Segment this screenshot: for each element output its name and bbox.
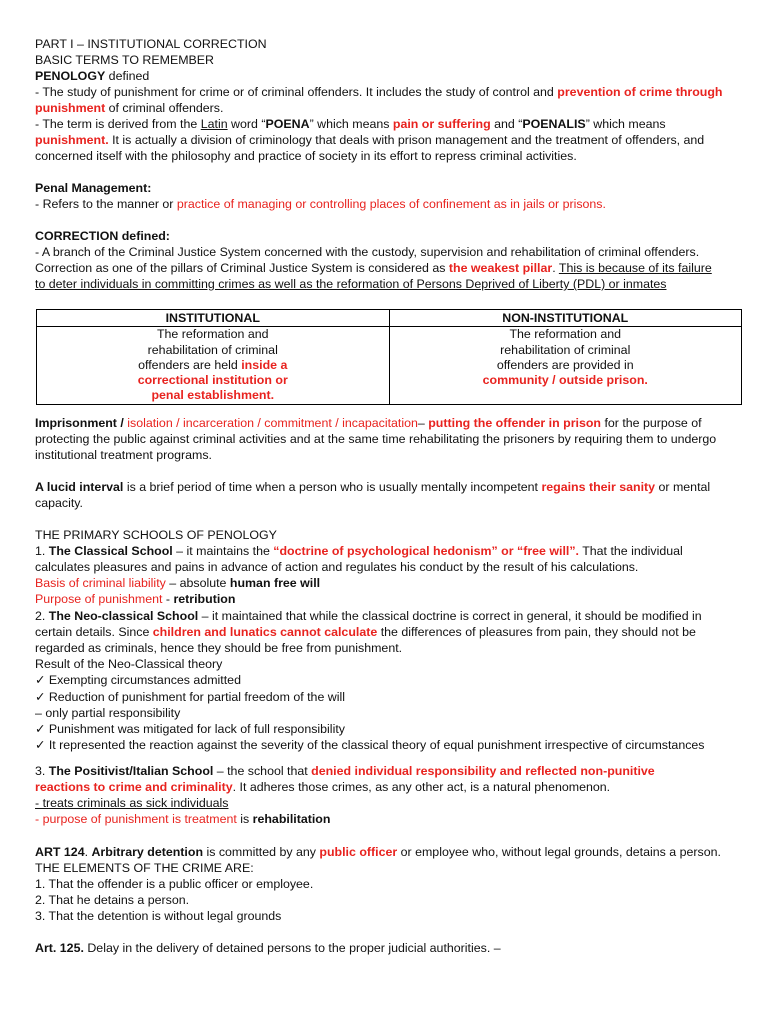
positivist-purpose-line: - purpose of punishment is treatment is rehabilitation <box>35 812 331 826</box>
highlight-text: isolation / incarceration / commitment / incapacitation <box>123 416 418 430</box>
highlight-text: prevention of crime through <box>557 85 723 99</box>
highlight-text: punishment. <box>35 133 109 147</box>
article-number: Art. 125. <box>35 941 84 955</box>
neoclassical-check-item: ✓ Exempting circumstances admitted <box>35 673 241 687</box>
highlight-text: “doctrine of psychological hedonism” or “free will”. <box>273 544 579 558</box>
penology-defined: defined <box>105 69 150 83</box>
imprisonment-term: Imprisonment / <box>35 416 124 430</box>
highlight-text: Purpose of punishment <box>35 592 163 606</box>
correction-line-1: - A branch of the Criminal Justice System concerned with the custody, supervision and rehabilitation of criminal offenders. <box>35 245 700 259</box>
imprisonment-line-2: protecting the public against criminal activities and at the same time rehabilitating the prisoners by requiring them to undergo <box>35 432 717 446</box>
neoclassical-school-line-1: 2. The Neo-classical School – it maintained that while the classical doctrine is correct in general, it should be modified in <box>35 609 702 623</box>
highlight-text: inside a correctional institution or penal establishment. <box>137 357 288 403</box>
positivist-school-line-1: 3. The Positivist/Italian School – the school that denied individual responsibility and reflected non-punitive <box>35 764 655 778</box>
art124-line: ART 124. Arbitrary detention is committed by any public officer or employee who, without legal grounds, detains a person. <box>35 845 721 859</box>
element-item: 3. That the detention is without legal grounds <box>35 909 282 923</box>
penology-term: PENOLOGY <box>35 69 106 83</box>
neoclassical-school-line-2: certain details. Since children and lunatics cannot calculate the differences of pleasures from pain, they should not be <box>35 625 696 639</box>
highlight-text: practice of managing or controlling places of confinement as in jails or prisons. <box>176 197 606 211</box>
part-heading: PART I – INSTITUTIONAL CORRECTION <box>35 37 267 51</box>
penology-line-5: concerned itself with the philosophy and practice of society in its effort to repress criminal activities. <box>35 149 577 163</box>
elements-heading: THE ELEMENTS OF THE CRIME ARE: <box>35 861 254 875</box>
latin-word: Latin <box>200 117 228 131</box>
neoclassical-check-item: ✓ Reduction of punishment for partial freedom of the will <box>35 690 345 704</box>
penology-line-4: punishment. It is actually a division of criminology that deals with prison management and the treatment of offenders, and <box>35 133 705 147</box>
neoclassical-check-item: ✓ Punishment was mitigated for lack of full responsibility <box>35 722 345 736</box>
positivist-school-line-2: reactions to crime and criminality. It adheres those crimes, as any other act, is a natural phenomenon. <box>35 780 611 794</box>
underlined-text: This is because of its failure <box>558 261 712 275</box>
table-header-row <box>37 310 742 327</box>
article-number: ART 124 <box>35 845 85 859</box>
correction-heading: CORRECTION defined: <box>35 229 170 243</box>
correction-line-2: Correction as one of the pillars of Criminal Justice System is considered as the weakest pillar. This is because of its failure <box>35 261 712 275</box>
school-name: The Classical School <box>48 544 173 558</box>
element-item: 2. That he detains a person. <box>35 893 190 907</box>
classical-school-line-2: calculates pleasures and pains in advance of action and regulates his conduct by the result of his calculations. <box>35 560 639 574</box>
element-item: 1. That the offender is a public officer or employee. <box>35 877 314 891</box>
highlight-text: the weakest pillar <box>448 261 553 275</box>
highlight-text: punishment <box>35 101 106 115</box>
lucid-line-1: A lucid interval is a brief period of time when a person who is usually mentally incompetent regains their sanity or mental <box>35 480 711 494</box>
penal-management-heading: Penal Management: <box>35 181 152 195</box>
penology-line-3: - The term is derived from the Latin word “POENA” which means pain or suffering and “POENALIS” which means <box>35 117 666 131</box>
school-name: The Neo-classical School <box>48 609 199 623</box>
penology-heading <box>35 69 149 85</box>
highlight-text: pain or suffering <box>392 117 491 131</box>
highlight-text: community / outside prison. <box>482 373 648 388</box>
classical-purpose-line: Purpose of punishment - retribution <box>35 592 236 606</box>
positivist-sick-line: - treats criminals as sick individuals <box>35 796 229 810</box>
penology-line-2: punishment of criminal offenders. <box>35 101 224 115</box>
highlight-text: reactions to crime and criminality <box>35 780 233 794</box>
neoclassical-check-item: ✓ It represented the reaction against the severity of the classical theory of equal punishment irrespective of circumstances <box>35 738 705 752</box>
penology-line-1: - The study of punishment for crime or of criminal offenders. It includes the study of control and prevention of crime through <box>35 85 723 99</box>
highlight-text: putting the offender in prison <box>428 416 601 430</box>
highlight-text: children and lunatics cannot calculate <box>152 625 378 639</box>
table-cell-non-institutional: The reformation and rehabilitation of criminal offenders are provided in community / outside prison. <box>389 327 742 404</box>
highlight-text: - purpose of punishment is treatment <box>35 812 237 826</box>
poenalis-term: POENALIS <box>522 117 586 131</box>
highlight-text: public officer <box>319 845 398 859</box>
penal-management-line-1: - Refers to the manner or practice of managing or controlling places of confinement as in jails or prisons. <box>35 197 606 211</box>
imprisonment-line-1: Imprisonment / isolation / incarceration / commitment / incapacitation– putting the offender in prison for the purpose of <box>35 416 702 430</box>
highlight-text: denied individual responsibility and reflected non-punitive <box>311 764 655 778</box>
school-name: The Positivist/Italian School <box>48 764 214 778</box>
neoclassical-school-line-3: regarded as criminals, hence they should be free from punishment. <box>35 641 403 655</box>
table-row <box>37 327 742 404</box>
table-cell-institutional: The reformation and rehabilitation of criminal offenders are held inside a correctional institution or penal establishment. <box>37 327 390 404</box>
neoclassical-check-item: – only partial responsibility <box>35 706 181 720</box>
highlight-text: regains their sanity <box>541 480 656 494</box>
classical-basis-line: Basis of criminal liability – absolute human free will <box>35 576 321 590</box>
basic-terms-heading: BASIC TERMS TO REMEMBER <box>35 53 215 67</box>
poena-term: POENA <box>265 117 310 131</box>
imprisonment-line-3: institutional treatment programs. <box>35 448 212 462</box>
institutional-comparison-table <box>36 309 742 405</box>
art125-line: Art. 125. Delay in the delivery of detained persons to the proper judicial authorities. – <box>35 941 501 955</box>
highlight-text: Basis of criminal liability <box>35 576 166 590</box>
lucid-term: A lucid interval <box>35 480 124 494</box>
neoclassical-result-heading: Result of the Neo-Classical theory <box>35 657 223 671</box>
table-header-non-institutional: NON-INSTITUTIONAL <box>389 310 742 327</box>
article-title: Arbitrary detention <box>91 845 204 859</box>
correction-line-3: to deter individuals in committing crimes as well as the reformation of Persons Deprived of Liberty (PDL) or inmates <box>35 277 667 291</box>
lucid-line-2: capacity. <box>35 496 83 510</box>
table-header-institutional: INSTITUTIONAL <box>37 310 390 327</box>
schools-heading: THE PRIMARY SCHOOLS OF PENOLOGY <box>35 528 277 542</box>
classical-school-line-1: 1. The Classical School – it maintains the “doctrine of psychological hedonism” or “free will”. That the individual <box>35 544 683 558</box>
